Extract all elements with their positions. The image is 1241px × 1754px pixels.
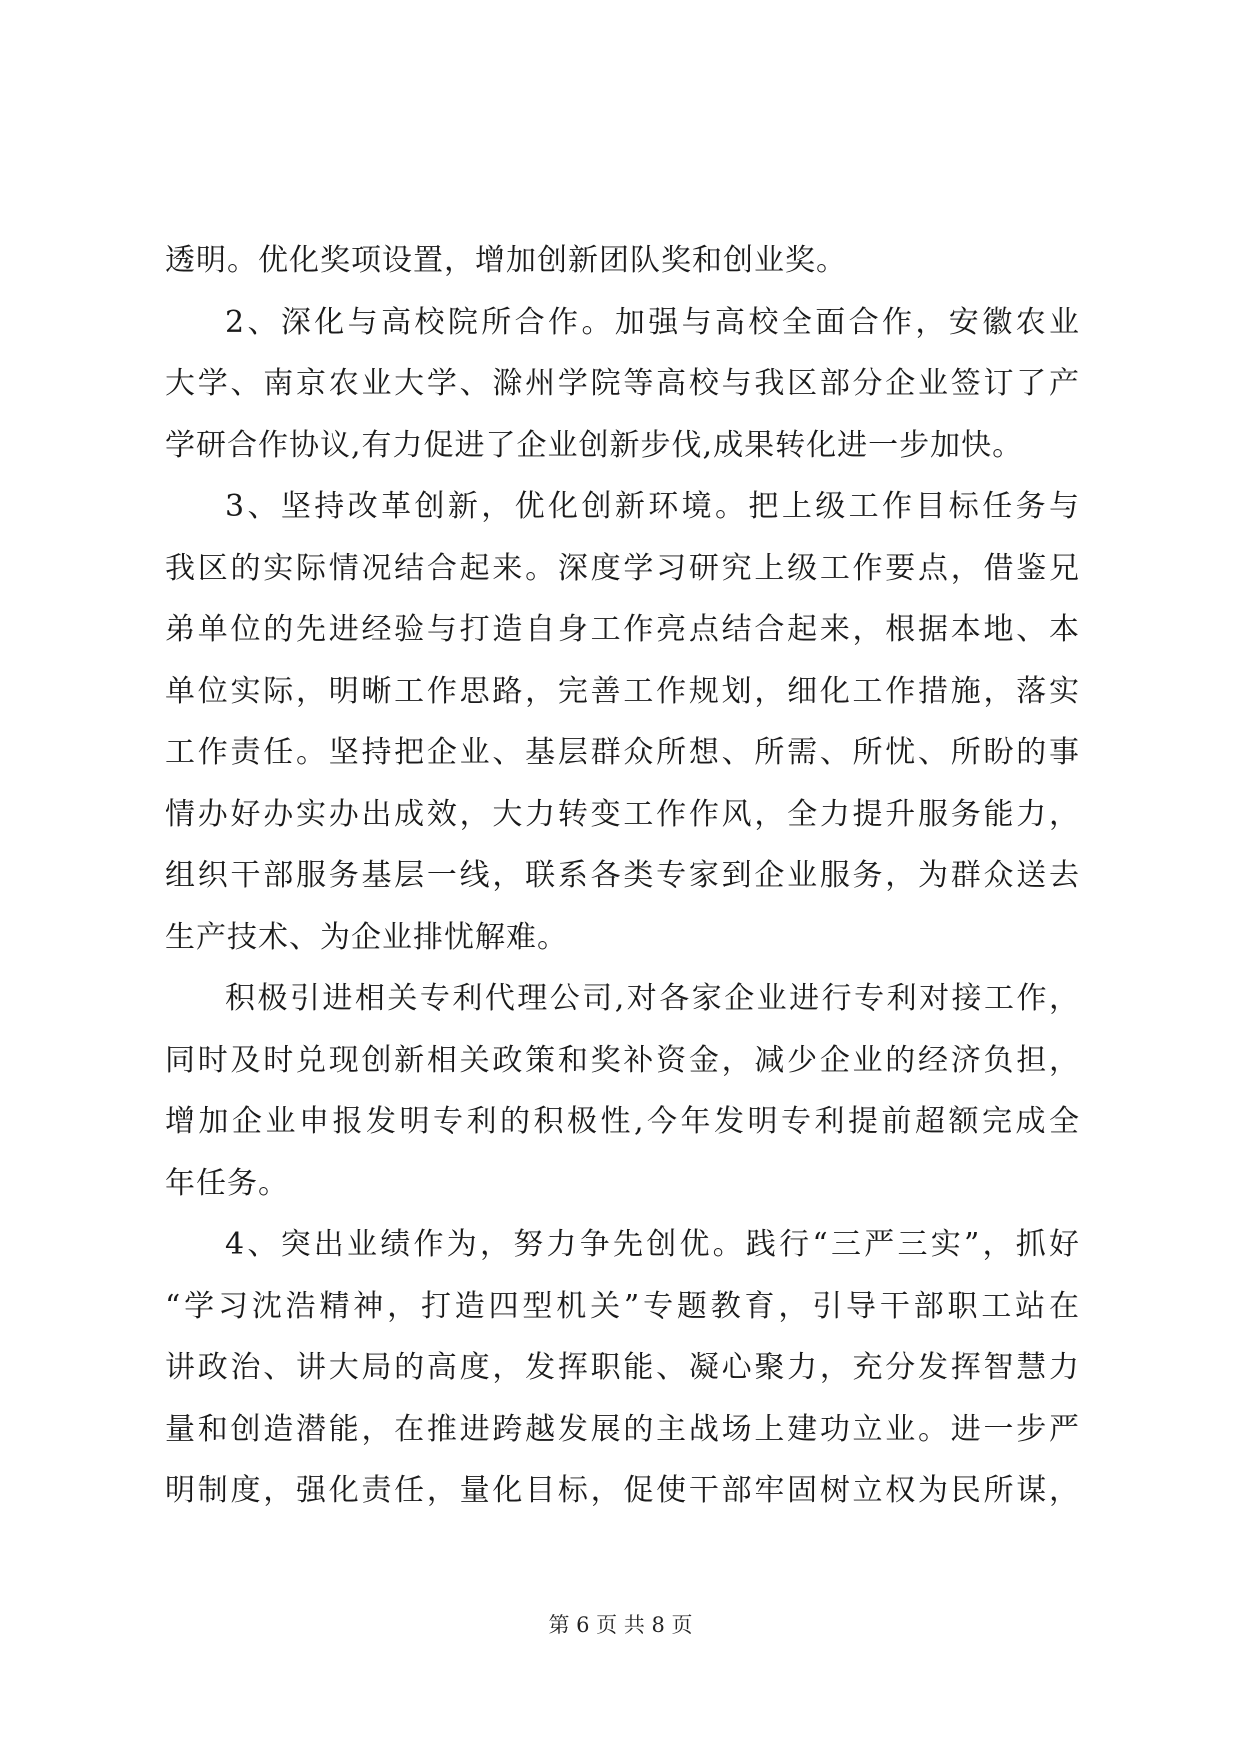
text-line: 单位实际，明晰工作思路，完善工作规划，细化工作措施，落实 [165,673,1080,709]
text-line: 讲政治、讲大局的高度，发挥职能、凝心聚力，充分发挥智慧力 [165,1350,1080,1385]
text-line: 组织干部服务基层一线，联系各类专家到企业服务，为群众送去 [165,858,1080,893]
text-line: 大学、南京农业大学、滁州学院等高校与我区部分企业签订了产 [165,366,1080,401]
body-text [165,230,1080,1522]
text-line: 学研合作协议,有力促进了企业创新步伐,成果转化进一步加快。 [165,427,1024,463]
text-line: 明制度，强化责任，量化目标，促使干部牢固树立权为民所谋， [165,1473,1080,1508]
text-line: 增加企业申报发明专利的积极性,今年发明专利提前超额完成全 [165,1104,1080,1139]
text-line: 我区的实际情况结合起来。深度学习研究上级工作要点，借鉴兄 [165,550,1080,586]
text-line: “学习沈浩精神，打造四型机关”专题教育，引导干部职工站在 [165,1288,1080,1324]
text-line: 2、深化与高校院所合作。加强与高校全面合作，安徽农业 [225,304,1080,340]
text-line: 工作责任。坚持把企业、基层群众所想、所需、所忧、所盼的事 [165,735,1080,770]
text-line: 弟单位的先进经验与打造自身工作亮点结合起来，根据本地、本 [165,612,1080,647]
text-line: 4、突出业绩作为，努力争先创优。践行“三严三实”，抓好 [225,1227,1080,1262]
text-line: 年任务。 [165,1165,289,1201]
text-line: 同时及时兑现创新相关政策和奖补资金，减少企业的经济负担， [165,1042,1080,1078]
text-line: 积极引进相关专利代理公司,对各家企业进行专利对接工作， [225,981,1080,1016]
text-line: 生产技术、为企业排忧解难。 [165,919,568,955]
text-line: 量和创造潜能，在推进跨越发展的主战场上建功立业。进一步严 [165,1411,1080,1447]
page-footer: 第 6 页 共 8 页 [548,1613,693,1637]
text-line: 透明。优化奖项设置，增加创新团队奖和创业奖。 [165,243,847,278]
text-line: 3、坚持改革创新，优化创新环境。把上级工作目标任务与 [225,489,1080,524]
text-line: 情办好办实办出成效，大力转变工作作风，全力提升服务能力， [165,796,1080,832]
